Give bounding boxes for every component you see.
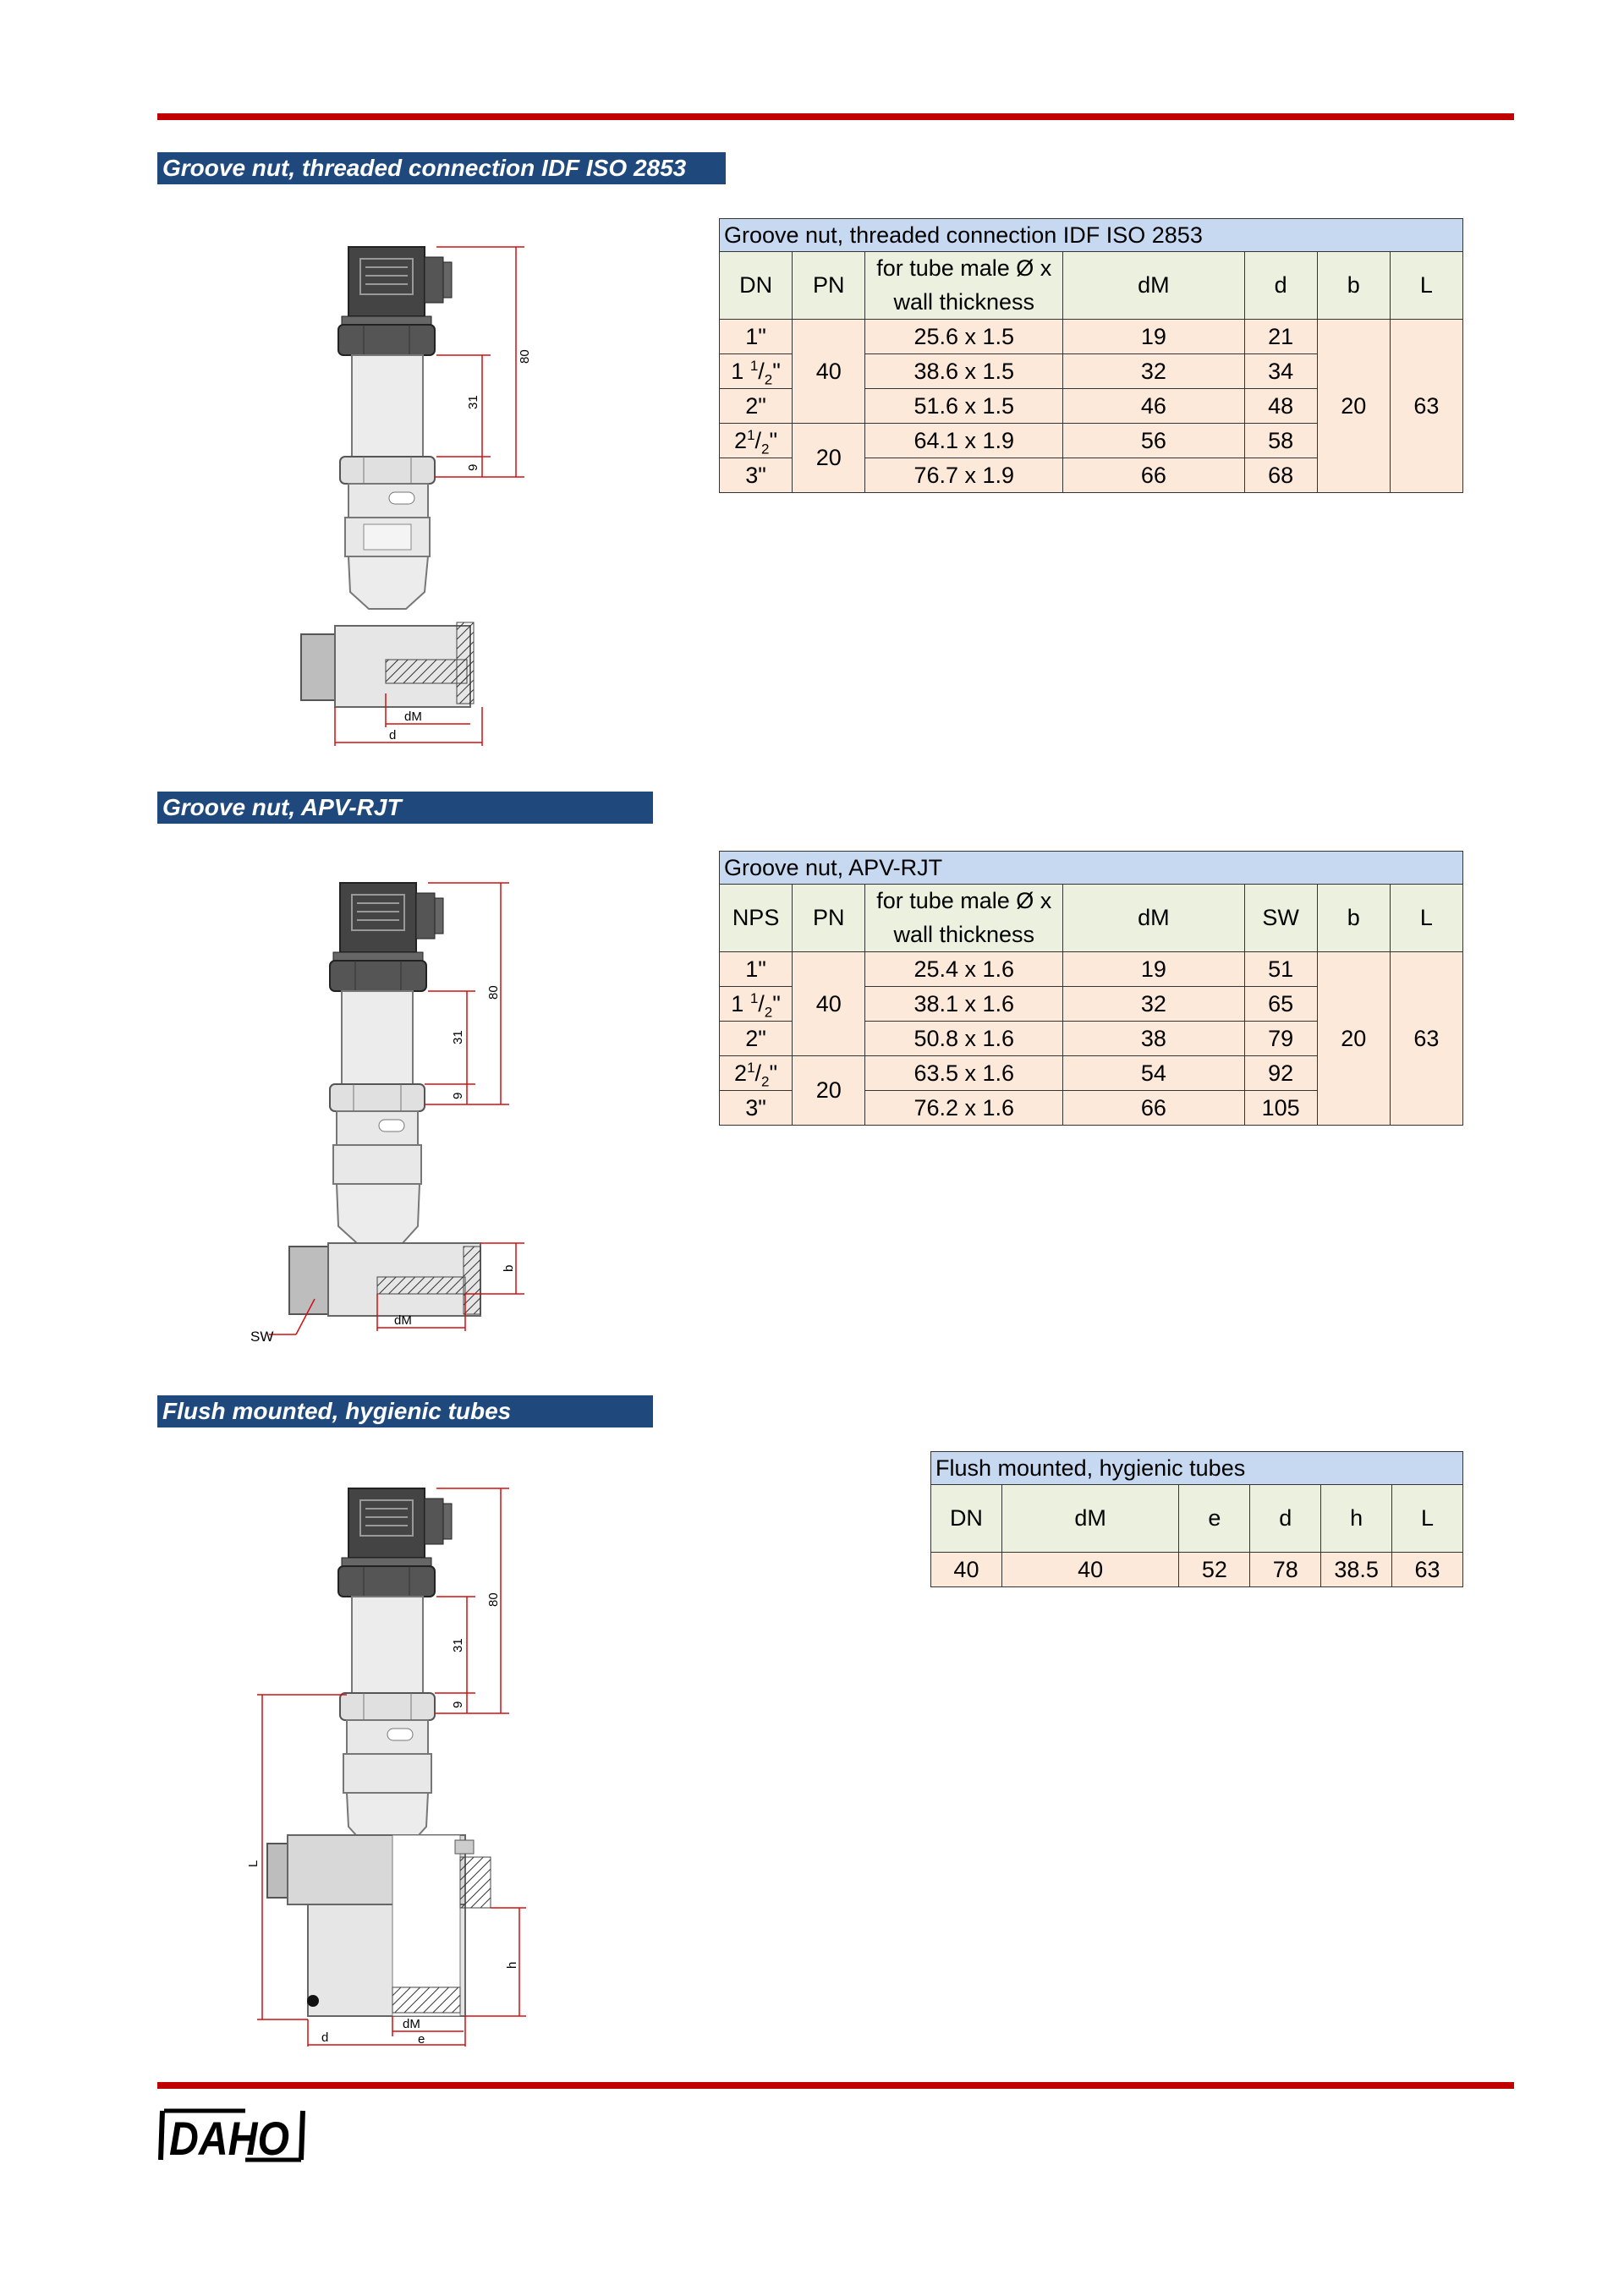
L-label: L — [246, 1860, 261, 1867]
dim-9-label: 9 — [466, 463, 480, 471]
dm-cell: 66 — [1063, 458, 1244, 493]
dm-cell: 46 — [1063, 389, 1244, 424]
logo-text: DAHO — [169, 2112, 289, 2165]
idf-sensor-drawing — [237, 237, 558, 761]
flush-sensor-drawing — [237, 1471, 558, 2047]
sw-cell: 105 — [1244, 1091, 1317, 1126]
dn-cell: 3" — [720, 458, 793, 493]
dm-cell: 32 — [1063, 987, 1244, 1022]
dm-cell: 32 — [1063, 354, 1244, 389]
sw-cell: 79 — [1244, 1022, 1317, 1056]
idf-table — [719, 218, 1463, 493]
col-header: dM — [1063, 885, 1244, 952]
col-header: dM — [1063, 252, 1244, 320]
pn-cell: 40 — [793, 952, 865, 1056]
sw-cell: 65 — [1244, 987, 1317, 1022]
table-title: Groove nut, threaded connection IDF ISO 2853 — [720, 219, 1463, 252]
dn-cell: 1" — [720, 320, 793, 354]
dim-31-label: 31 — [451, 1638, 465, 1652]
d-cell: 34 — [1244, 354, 1317, 389]
sw-cell: 92 — [1244, 1056, 1317, 1091]
b-label: b — [502, 1264, 516, 1272]
col-header: PN — [793, 252, 865, 320]
col-header: L — [1390, 885, 1462, 952]
col-header: d — [1244, 252, 1317, 320]
flush-table — [930, 1451, 1463, 1587]
col-header: SW — [1244, 885, 1317, 952]
dim-31-label: 31 — [451, 1030, 465, 1044]
pn-cell: 20 — [793, 424, 865, 493]
b-cell: 20 — [1317, 320, 1390, 493]
sw-cell: 51 — [1244, 952, 1317, 987]
bottom-divider — [157, 2082, 1514, 2089]
tube-cell: 51.6 x 1.5 — [865, 389, 1063, 424]
apv-sensor-drawing — [237, 871, 558, 1362]
d-label: d — [321, 2030, 329, 2045]
tube-cell: 76.7 x 1.9 — [865, 458, 1063, 493]
SW-label: SW — [250, 1329, 274, 1345]
table-title: Flush mounted, hygienic tubes — [931, 1452, 1463, 1485]
dm-cell: 56 — [1063, 424, 1244, 458]
col-header: DN — [931, 1485, 1002, 1553]
col-header: h — [1321, 1485, 1392, 1553]
dim-9-label: 9 — [451, 1092, 465, 1099]
b-cell: 20 — [1317, 952, 1390, 1126]
col-header: d — [1250, 1485, 1321, 1553]
tube-cell: 38.1 x 1.6 — [865, 987, 1063, 1022]
col-header: for tube male Ø x wall thickness — [865, 252, 1063, 320]
tube-cell: 64.1 x 1.9 — [865, 424, 1063, 458]
dim-9-label: 9 — [451, 1701, 465, 1708]
section-heading-idf: Groove nut, threaded connection IDF ISO 2853 — [157, 152, 726, 184]
nps-cell: 1 $^1/_2$" — [720, 987, 793, 1022]
top-divider — [157, 113, 1514, 120]
nps-cell: 2" — [720, 1022, 793, 1056]
dM-label: dM — [394, 1313, 412, 1328]
tube-cell: 50.8 x 1.6 — [865, 1022, 1063, 1056]
d-label: d — [389, 728, 397, 743]
d-cell: 48 — [1244, 389, 1317, 424]
dim-31-label: 31 — [466, 395, 480, 409]
col-header: L — [1390, 252, 1462, 320]
table-cell: 63 — [1392, 1553, 1463, 1587]
col-header: dM — [1001, 1485, 1179, 1553]
col-header: for tube male Ø x wall thickness — [865, 885, 1063, 952]
l-cell: 63 — [1390, 320, 1462, 493]
tube-cell: 25.4 x 1.6 — [865, 952, 1063, 987]
nps-cell: 3" — [720, 1091, 793, 1126]
table-cell: 38.5 — [1321, 1553, 1392, 1587]
tube-cell: 76.2 x 1.6 — [865, 1091, 1063, 1126]
daho-logo — [157, 2106, 310, 2165]
table-title: Groove nut, APV-RJT — [720, 852, 1463, 885]
table-cell: 40 — [1001, 1553, 1179, 1587]
section-heading-flush: Flush mounted, hygienic tubes — [157, 1395, 653, 1427]
dim-80-label: 80 — [486, 985, 501, 1000]
h-label: h — [505, 1961, 519, 1969]
dim-80-label: 80 — [518, 349, 532, 364]
nps-cell: 1" — [720, 952, 793, 987]
col-header: b — [1317, 252, 1390, 320]
tube-cell: 63.5 x 1.6 — [865, 1056, 1063, 1091]
tube-cell: 38.6 x 1.5 — [865, 354, 1063, 389]
col-header: b — [1317, 885, 1390, 952]
nps-cell: $2^1/_2$" — [720, 1056, 793, 1091]
dn-cell: 2" — [720, 389, 793, 424]
table-cell: 52 — [1179, 1553, 1250, 1587]
d-cell: 68 — [1244, 458, 1317, 493]
col-header: e — [1179, 1485, 1250, 1553]
dm-cell: 19 — [1063, 952, 1244, 987]
dn-cell: 1 $^1/_2$" — [720, 354, 793, 389]
tube-cell: 25.6 x 1.5 — [865, 320, 1063, 354]
d-cell: 21 — [1244, 320, 1317, 354]
table-cell: 40 — [931, 1553, 1002, 1587]
dm-cell: 54 — [1063, 1056, 1244, 1091]
dim-80-label: 80 — [486, 1592, 501, 1607]
dn-cell: $2^1/_2$" — [720, 424, 793, 458]
apv-table — [719, 851, 1463, 1126]
table-cell: 78 — [1250, 1553, 1321, 1587]
dm-cell: 66 — [1063, 1091, 1244, 1126]
col-header: NPS — [720, 885, 793, 952]
dM-label: dM — [404, 710, 422, 724]
pn-cell: 20 — [793, 1056, 865, 1126]
pn-cell: 40 — [793, 320, 865, 424]
dM-label: dM — [403, 2017, 420, 2031]
dm-cell: 19 — [1063, 320, 1244, 354]
col-header: PN — [793, 885, 865, 952]
col-header: DN — [720, 252, 793, 320]
section-heading-apv: Groove nut, APV-RJT — [157, 792, 653, 824]
l-cell: 63 — [1390, 952, 1462, 1126]
e-label: e — [418, 2032, 425, 2047]
dm-cell: 38 — [1063, 1022, 1244, 1056]
d-cell: 58 — [1244, 424, 1317, 458]
col-header: L — [1392, 1485, 1463, 1553]
